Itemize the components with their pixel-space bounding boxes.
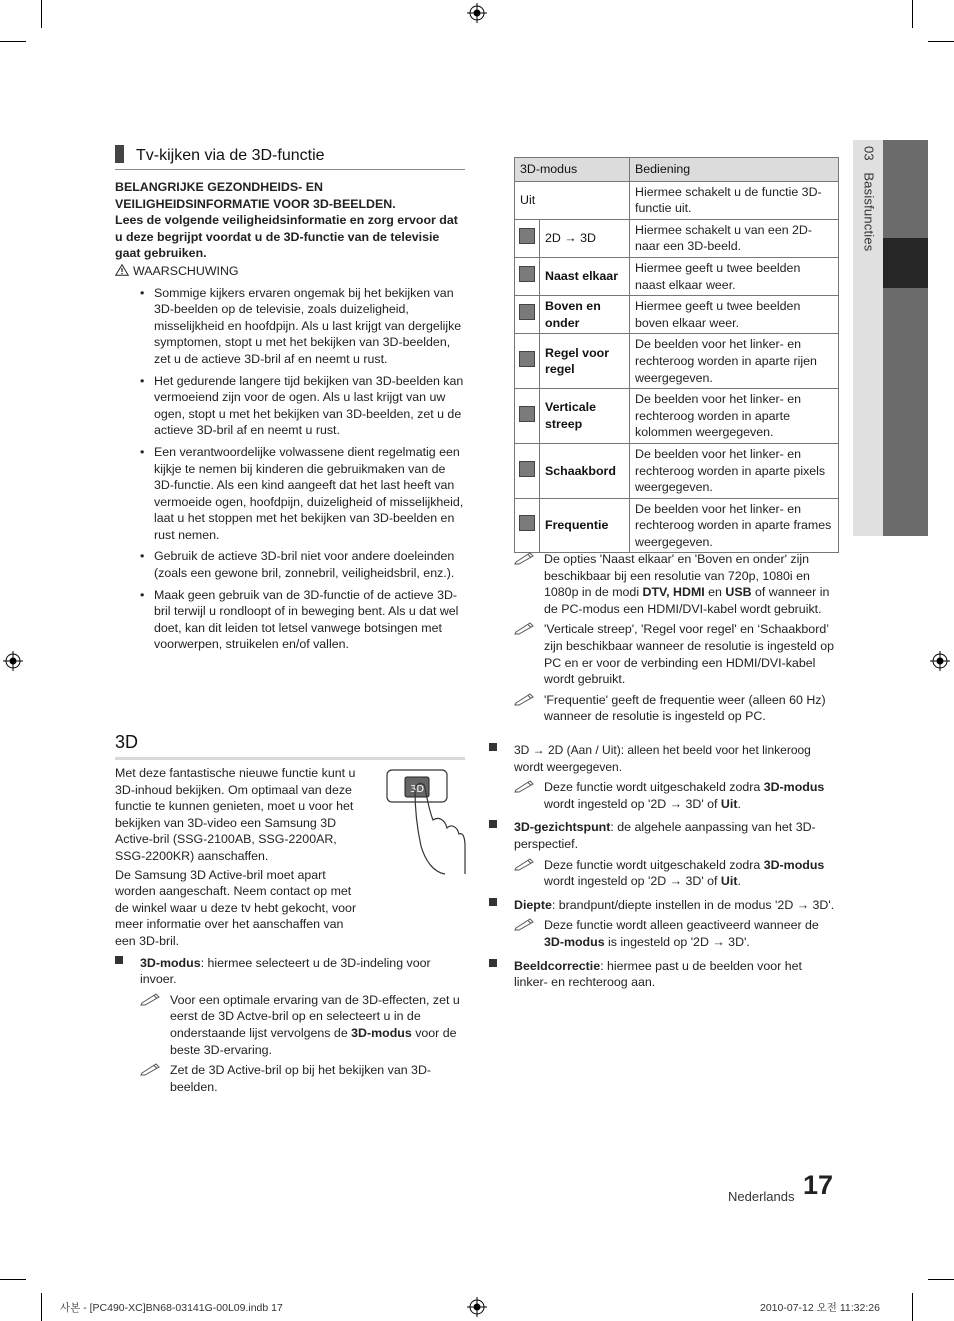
intro-3d-block [115,765,465,1095]
list-item: • Het gedurende langere tijd bekijken van 3D-beelden kan vermoeiend zijn voor de ogen. Als u last krijgt van uw ogen, stopt u met het bekijken van 3D-beelden, zet u de actieve 3D-bril af en neemt u rust. [140,373,464,438]
note-pencil-icon [514,551,536,565]
list-item: • Sommige kijkers ervaren ongemak bij het bekijken van 3D-beelden op de televisie, zoals duizeligheid, misselijkheid en hoofdpijn. Als u last krijgt van dergelijke symptomen, stopt u met het bekijken van 3D-beelden, zet u de actieve 3D-bril af en neemt u rust. [140,285,462,366]
mode-icon-cell [515,219,540,257]
line-by-line-icon [519,351,535,367]
menu-items [489,742,839,991]
print-info-right: 2010-07-12 오전 11:32:26 [760,1302,880,1314]
intro-3d-purchase: De Samsung 3D Active-bril moet apart worden aangeschaft. Neem contact op met de winkel waar u deze tv hebt gekocht, voor meer informatie over het aanschaffen van een 3D-bril. [115,867,357,948]
table-row [515,334,839,389]
side-by-side-icon [519,266,535,282]
mode-icon-cell [515,296,540,334]
table-row [515,498,839,553]
note-pencil-icon [514,621,536,635]
chapter-title: Basisfuncties [861,172,877,252]
table-row [515,389,839,444]
mode-desc: Hiermee schakelt u van een 2D-naar een 3D-beeld. [630,219,839,257]
mode-icon-cell [515,443,540,498]
list-item: Diepte: brandpunt/diepte instellen in de modus '2D → 3D'. [489,897,839,914]
mode-table-wrapper [514,157,839,553]
left-column [115,145,465,166]
list-item: 3D → 2D (Aan / Uit): alleen het beeld voor het linkeroog wordt weergegeven. [489,742,839,775]
mode-name: Uit [515,181,630,219]
mode-desc: Hiermee geeft u twee beelden boven elkaar weer. [630,296,839,334]
list-item: • Maak geen gebruik van de 3D-functie of de actieve 3D-bril terwijl u rondloopt of in beweging bent. Als u dat wel doet, kan dit leiden tot letsel vanwege botsingen met voorwerpen, struikelen en/of vallen. [140,587,459,652]
crop-mark [928,41,954,42]
mode-desc: Hiermee geeft u twee beelden naast elkaar weer. [630,257,839,295]
mode-name: Boven en onder [540,296,630,334]
mode-desc: De beelden voor het linker- en rechteroog worden in aparte frames weergegeven. [630,498,839,553]
safety-block [115,179,465,658]
section-rule [115,169,465,170]
registration-mark-icon [467,1297,487,1317]
2d-3d-icon [519,228,535,244]
heading-3d: 3D [115,732,139,752]
square-bullet-icon [115,956,123,964]
note: Deze functie wordt alleen geactiveerd wanneer de 3D-modus is ingesteld op '2D → 3D'. [514,917,839,950]
side-tab-block [883,288,928,536]
vertical-stripe-icon [519,406,535,422]
intro-3d: Met deze fantastische nieuwe functie kunt u 3D-inhoud bekijken. Om optimaal van deze functie te kunnen genieten, moet u voor het bekijken van 3D-video een Samsung 3D Active-bril (SSG-2100AB, SSG-2200AR, SSG-2200KR) aanschaffen. [115,766,356,863]
mode-desc: De beelden voor het linker- en rechteroog worden in aparte kolommen weergegeven. [630,389,839,444]
mode-name: Regel voor regel [540,334,630,389]
note: Deze functie wordt uitgeschakeld zodra 3D-modus wordt ingesteld op '2D → 3D' of Uit. [514,779,839,812]
table-row [515,181,839,219]
safety-intro: Lees de volgende veiligheidsinformatie en zorg ervoor dat u deze begrijpt voordat u de 3D-functie van de televisie gaat gebruiken. [115,213,458,261]
mode-table [514,157,839,553]
list-item: • Gebruik de actieve 3D-bril niet voor andere doeleinden (zoals een gewone bril, zonnebril, veiligheidsbril, enz.). [140,549,455,581]
warning-icon [115,264,129,276]
registration-mark-icon [467,3,487,23]
crop-mark [912,1293,913,1321]
crop-mark [0,1279,26,1280]
table-row [515,296,839,334]
safety-heading: VEILIGHEIDSINFORMATIE VOOR 3D-BEELDEN. [115,196,396,211]
page-number: 17 [803,1170,834,1200]
table-header-row [515,158,839,182]
note: Deze functie wordt uitgeschakeld zodra 3D-modus wordt ingesteld op '2D → 3D' of Uit. [514,857,839,890]
list-item: 3D-gezichtspunt: de algehele aanpassing van het 3D-perspectief. [489,819,839,852]
square-bullet-icon [489,820,497,828]
list-item: 3D-modus: hiermee selecteert u de 3D-indeling voor invoer. [115,955,465,988]
table-row [515,219,839,257]
note-pencil-icon [514,857,536,871]
frequency-icon [519,515,535,531]
mode-icon-cell [515,498,540,553]
note-pencil-icon [514,917,536,931]
note: De opties 'Naast elkaar' en 'Boven en onder' zijn beschikbaar bij een resolutie van 720p, 1080i en 1080p in de modi DTV, HDMI en USB of wanneer in de PC-modus een HDMI/DVI-kabel wordt gebruikt. [514,551,839,617]
note-pencil-icon [140,992,162,1006]
mode-name: Verticale streep [540,389,630,444]
square-bullet-icon [489,959,497,967]
mode-name: Naast elkaar [540,257,630,295]
top-bottom-icon [519,304,535,320]
mode-desc: Hiermee schakelt u de functie 3D-functie uit. [630,181,839,219]
registration-mark-icon [3,651,23,671]
mode-icon-cell [515,389,540,444]
square-bullet-icon [489,898,497,906]
note-pencil-icon [514,692,536,706]
mode-name: 2D → 3D [540,219,630,257]
crop-mark [928,1279,954,1280]
note: 'Verticale streep', 'Regel voor regel' en ‘Schaakbord’ zijn beschikbaar wanneer de resolutie is ingesteld op PC en er voor de verbinding een HDMI/DVI-kabel wordt gebruikt. [514,621,839,687]
print-info-left: 사본 - [PC490-XC]BN68-03141G-00L09.indb 17 [60,1302,283,1314]
crop-mark [0,41,26,42]
safety-heading: BELANGRIJKE GEZONDHEIDS- EN [115,180,323,194]
side-tab-block [883,140,928,238]
heading-bar [115,145,124,163]
side-tab-label [860,146,877,252]
warning-list [115,285,465,653]
warning-line: WAARSCHUWING [115,263,465,280]
table-header: 3D-modus [515,158,630,182]
registration-mark-icon [930,651,950,671]
mode-desc: De beelden voor het linker- en rechteroog worden in aparte pixels weergegeven. [630,443,839,498]
chapter-number: 03 [861,146,877,161]
crop-mark [912,0,913,28]
mode-icon-cell [515,334,540,389]
footer-language: Nederlands [728,1189,795,1204]
table-header: Bediening [630,158,839,182]
checkerboard-icon [519,461,535,477]
mode-name: Frequentie [540,498,630,553]
mode-name: Schaakbord [540,443,630,498]
crop-mark [41,0,42,28]
note: 'Frequentie' geeft de frequentie weer (alleen 60 Hz) wanneer de resolutie is ingesteld op PC. [514,692,839,725]
list-item: • Een verantwoordelijke volwassene dient regelmatig een kijkje te nemen bij kinderen die gebruikmaken van de 3D-functie. Als een kind aangeeft dat het last heeft van vermoeide ogen, hoofdpijn, duizeligheid of misselijkheid, laat u het stoppen met het bekijken van 3D-beelden en rust nemen. [140,444,464,542]
note-pencil-icon [140,1062,162,1076]
table-notes [514,551,839,725]
table-row [515,443,839,498]
section-title: Tv-kijken via de 3D-functie [115,145,465,166]
svg-text:3D: 3D [409,784,425,795]
table-row [515,257,839,295]
side-tab-active-block [883,238,928,288]
mode-desc: De beelden voor het linker- en rechteroog worden in aparte rijen weergegeven. [630,334,839,389]
note: Zet de 3D Active-bril op bij het bekijken van 3D-beelden. [140,1062,465,1095]
note-pencil-icon [514,779,536,793]
mode-icon-cell [515,257,540,295]
crop-mark [41,1293,42,1321]
list-item: Beeldcorrectie: hiermee past u de beelden voor het linker- en rechteroog aan. [489,958,839,991]
section-rule [115,757,465,760]
square-bullet-icon [489,743,497,751]
note: Voor een optimale ervaring van de 3D-effecten, zet u eerst de 3D Actve-bril op en selecteert u in de onderstaande lijst vervolgens de 3D-modus voor de beste 3D-ervaring. [140,992,465,1058]
